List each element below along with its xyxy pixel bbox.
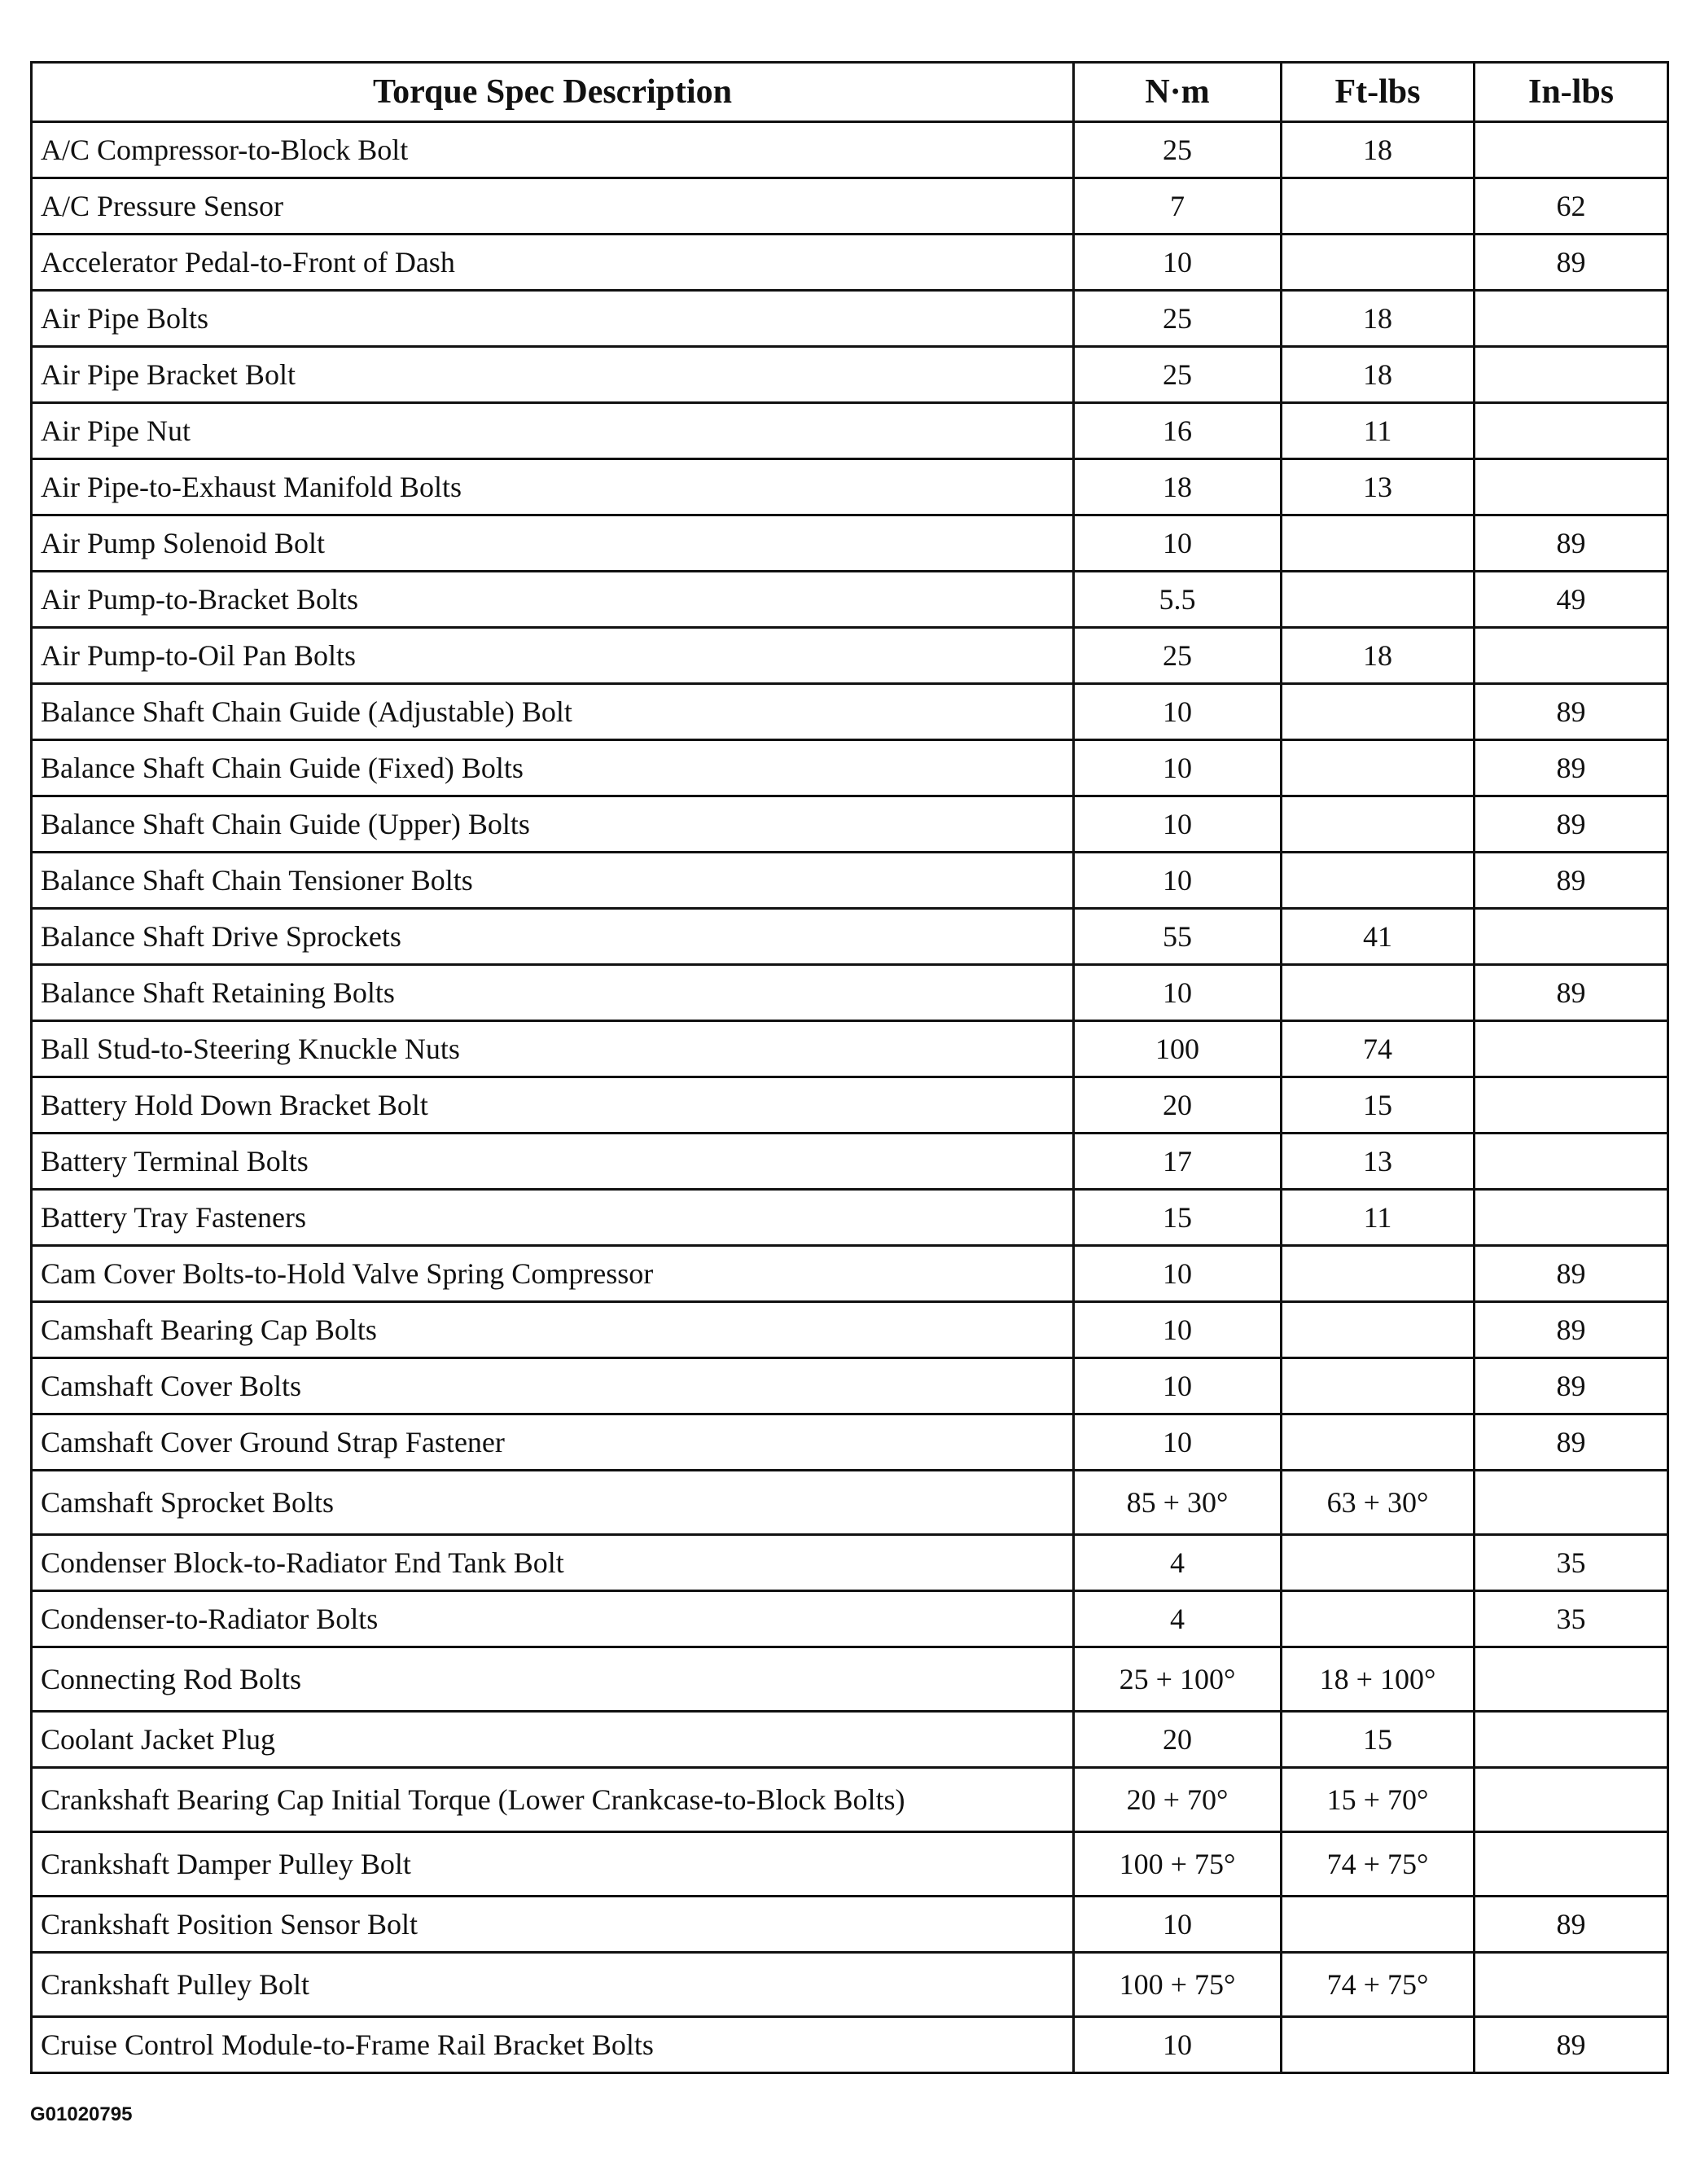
- cell-in-lbs: 89: [1475, 684, 1668, 740]
- table-row: [32, 796, 1668, 853]
- cell-in-lbs: 89: [1475, 1897, 1668, 1953]
- cell-description: Cruise Control Module-to-Frame Rail Bracket Bolts: [32, 2017, 1074, 2073]
- cell-ft-lbs: 11: [1282, 1190, 1475, 1246]
- cell-description: A/C Pressure Sensor: [32, 178, 1074, 235]
- cell-nm: 10: [1074, 740, 1282, 796]
- table-row: [32, 1535, 1668, 1591]
- cell-ft-lbs: [1282, 853, 1475, 909]
- table-row: [32, 572, 1668, 628]
- cell-in-lbs: [1475, 1021, 1668, 1077]
- cell-ft-lbs: 15 + 70°: [1282, 1768, 1475, 1832]
- cell-nm: 10: [1074, 853, 1282, 909]
- cell-in-lbs: [1475, 122, 1668, 178]
- cell-nm: 25 + 100°: [1074, 1647, 1282, 1712]
- cell-ft-lbs: 74 + 75°: [1282, 1832, 1475, 1897]
- cell-description: Crankshaft Pulley Bolt: [32, 1953, 1074, 2017]
- cell-description: Condenser Block-to-Radiator End Tank Bolt: [32, 1535, 1074, 1591]
- table-row: [32, 965, 1668, 1021]
- cell-in-lbs: 89: [1475, 1414, 1668, 1471]
- table-row: [32, 628, 1668, 684]
- cell-description: Balance Shaft Chain Guide (Adjustable) Bolt: [32, 684, 1074, 740]
- table-body: [32, 122, 1668, 2073]
- cell-in-lbs: 89: [1475, 1358, 1668, 1414]
- cell-description: Air Pump Solenoid Bolt: [32, 515, 1074, 572]
- cell-ft-lbs: [1282, 1358, 1475, 1414]
- cell-in-lbs: [1475, 1953, 1668, 2017]
- cell-ft-lbs: 15: [1282, 1712, 1475, 1768]
- cell-nm: 25: [1074, 628, 1282, 684]
- cell-in-lbs: 49: [1475, 572, 1668, 628]
- header-ft-lbs: Ft-lbs: [1282, 63, 1475, 122]
- cell-ft-lbs: 13: [1282, 459, 1475, 515]
- cell-nm: 10: [1074, 796, 1282, 853]
- cell-ft-lbs: [1282, 1414, 1475, 1471]
- table-row: [32, 1021, 1668, 1077]
- cell-in-lbs: [1475, 403, 1668, 459]
- cell-description: Balance Shaft Drive Sprockets: [32, 909, 1074, 965]
- cell-nm: 10: [1074, 1302, 1282, 1358]
- cell-description: Balance Shaft Chain Guide (Fixed) Bolts: [32, 740, 1074, 796]
- cell-ft-lbs: 18: [1282, 347, 1475, 403]
- cell-description: Accelerator Pedal-to-Front of Dash: [32, 235, 1074, 291]
- cell-in-lbs: 89: [1475, 515, 1668, 572]
- cell-nm: 20: [1074, 1712, 1282, 1768]
- cell-in-lbs: 89: [1475, 1302, 1668, 1358]
- cell-nm: 16: [1074, 403, 1282, 459]
- cell-description: Coolant Jacket Plug: [32, 1712, 1074, 1768]
- cell-ft-lbs: 13: [1282, 1134, 1475, 1190]
- table-row: [32, 403, 1668, 459]
- cell-in-lbs: [1475, 1471, 1668, 1535]
- cell-description: Battery Tray Fasteners: [32, 1190, 1074, 1246]
- table-row: [32, 459, 1668, 515]
- header-description: Torque Spec Description: [32, 63, 1074, 122]
- cell-description: Balance Shaft Chain Guide (Upper) Bolts: [32, 796, 1074, 853]
- cell-ft-lbs: [1282, 740, 1475, 796]
- cell-in-lbs: 62: [1475, 178, 1668, 235]
- cell-description: Camshaft Cover Ground Strap Fastener: [32, 1414, 1074, 1471]
- cell-in-lbs: [1475, 1077, 1668, 1134]
- cell-description: Ball Stud-to-Steering Knuckle Nuts: [32, 1021, 1074, 1077]
- cell-ft-lbs: 63 + 30°: [1282, 1471, 1475, 1535]
- cell-ft-lbs: [1282, 2017, 1475, 2073]
- table-row: [32, 1302, 1668, 1358]
- cell-ft-lbs: [1282, 1302, 1475, 1358]
- table-row: [32, 2017, 1668, 2073]
- cell-nm: 25: [1074, 291, 1282, 347]
- cell-ft-lbs: [1282, 1246, 1475, 1302]
- cell-ft-lbs: [1282, 1591, 1475, 1647]
- cell-ft-lbs: 41: [1282, 909, 1475, 965]
- cell-in-lbs: [1475, 1647, 1668, 1712]
- table-row: [32, 740, 1668, 796]
- cell-description: Crankshaft Damper Pulley Bolt: [32, 1832, 1074, 1897]
- cell-in-lbs: [1475, 291, 1668, 347]
- cell-nm: 20 + 70°: [1074, 1768, 1282, 1832]
- table-row: [32, 1897, 1668, 1953]
- table-row: [32, 1246, 1668, 1302]
- cell-ft-lbs: 18: [1282, 291, 1475, 347]
- table-row: [32, 1358, 1668, 1414]
- torque-spec-table: [30, 61, 1669, 2074]
- cell-nm: 100 + 75°: [1074, 1832, 1282, 1897]
- cell-ft-lbs: [1282, 965, 1475, 1021]
- cell-ft-lbs: 18: [1282, 122, 1475, 178]
- table-row: [32, 291, 1668, 347]
- cell-ft-lbs: 15: [1282, 1077, 1475, 1134]
- cell-nm: 10: [1074, 1246, 1282, 1302]
- cell-in-lbs: [1475, 1832, 1668, 1897]
- cell-in-lbs: [1475, 1134, 1668, 1190]
- cell-description: Crankshaft Position Sensor Bolt: [32, 1897, 1074, 1953]
- cell-ft-lbs: [1282, 684, 1475, 740]
- cell-nm: 100: [1074, 1021, 1282, 1077]
- cell-description: A/C Compressor-to-Block Bolt: [32, 122, 1074, 178]
- cell-description: Camshaft Sprocket Bolts: [32, 1471, 1074, 1535]
- cell-ft-lbs: [1282, 572, 1475, 628]
- cell-ft-lbs: [1282, 515, 1475, 572]
- cell-nm: 5.5: [1074, 572, 1282, 628]
- cell-nm: 10: [1074, 1414, 1282, 1471]
- cell-description: Battery Hold Down Bracket Bolt: [32, 1077, 1074, 1134]
- cell-ft-lbs: 74: [1282, 1021, 1475, 1077]
- table-row: [32, 122, 1668, 178]
- cell-ft-lbs: 11: [1282, 403, 1475, 459]
- cell-ft-lbs: [1282, 1897, 1475, 1953]
- cell-nm: 10: [1074, 2017, 1282, 2073]
- table-row: [32, 1591, 1668, 1647]
- cell-in-lbs: 89: [1475, 853, 1668, 909]
- table-row: [32, 235, 1668, 291]
- table-row: [32, 909, 1668, 965]
- table-row: [32, 515, 1668, 572]
- table-header-row: [32, 63, 1668, 122]
- cell-in-lbs: [1475, 1712, 1668, 1768]
- table-row: [32, 1832, 1668, 1897]
- cell-description: Crankshaft Bearing Cap Initial Torque (Lower Crankcase-to-Block Bolts): [32, 1768, 1074, 1832]
- table-row: [32, 1647, 1668, 1712]
- cell-nm: 100 + 75°: [1074, 1953, 1282, 2017]
- cell-in-lbs: 89: [1475, 235, 1668, 291]
- table-row: [32, 1134, 1668, 1190]
- table-row: [32, 178, 1668, 235]
- cell-ft-lbs: [1282, 796, 1475, 853]
- table-row: [32, 1190, 1668, 1246]
- header-in-lbs: In-lbs: [1475, 63, 1668, 122]
- cell-in-lbs: [1475, 909, 1668, 965]
- cell-ft-lbs: [1282, 178, 1475, 235]
- cell-nm: 18: [1074, 459, 1282, 515]
- cell-in-lbs: [1475, 1190, 1668, 1246]
- cell-nm: 20: [1074, 1077, 1282, 1134]
- cell-ft-lbs: [1282, 235, 1475, 291]
- cell-description: Air Pipe Bolts: [32, 291, 1074, 347]
- table-row: [32, 1712, 1668, 1768]
- cell-ft-lbs: 18 + 100°: [1282, 1647, 1475, 1712]
- cell-description: Air Pump-to-Bracket Bolts: [32, 572, 1074, 628]
- cell-in-lbs: 89: [1475, 1246, 1668, 1302]
- cell-nm: 25: [1074, 347, 1282, 403]
- cell-ft-lbs: 74 + 75°: [1282, 1953, 1475, 2017]
- cell-nm: 85 + 30°: [1074, 1471, 1282, 1535]
- cell-ft-lbs: [1282, 1535, 1475, 1591]
- cell-nm: 10: [1074, 235, 1282, 291]
- cell-nm: 7: [1074, 178, 1282, 235]
- header-nm: N·m: [1074, 63, 1282, 122]
- cell-nm: 10: [1074, 684, 1282, 740]
- cell-description: Air Pipe-to-Exhaust Manifold Bolts: [32, 459, 1074, 515]
- cell-nm: 10: [1074, 1358, 1282, 1414]
- cell-nm: 4: [1074, 1535, 1282, 1591]
- cell-description: Camshaft Bearing Cap Bolts: [32, 1302, 1074, 1358]
- cell-in-lbs: 89: [1475, 740, 1668, 796]
- cell-nm: 10: [1074, 1897, 1282, 1953]
- cell-nm: 25: [1074, 122, 1282, 178]
- table-row: [32, 1414, 1668, 1471]
- cell-ft-lbs: 18: [1282, 628, 1475, 684]
- cell-description: Air Pipe Nut: [32, 403, 1074, 459]
- table-row: [32, 1471, 1668, 1535]
- figure-id-label: G01020795: [30, 2103, 133, 2125]
- cell-description: Camshaft Cover Bolts: [32, 1358, 1074, 1414]
- cell-description: Balance Shaft Retaining Bolts: [32, 965, 1074, 1021]
- cell-nm: 17: [1074, 1134, 1282, 1190]
- cell-nm: 15: [1074, 1190, 1282, 1246]
- cell-in-lbs: 89: [1475, 2017, 1668, 2073]
- cell-nm: 4: [1074, 1591, 1282, 1647]
- cell-description: Battery Terminal Bolts: [32, 1134, 1074, 1190]
- cell-description: Connecting Rod Bolts: [32, 1647, 1074, 1712]
- cell-in-lbs: [1475, 459, 1668, 515]
- table-row: [32, 1953, 1668, 2017]
- cell-in-lbs: 35: [1475, 1535, 1668, 1591]
- cell-in-lbs: 89: [1475, 965, 1668, 1021]
- cell-description: Condenser-to-Radiator Bolts: [32, 1591, 1074, 1647]
- cell-in-lbs: [1475, 347, 1668, 403]
- cell-description: Cam Cover Bolts-to-Hold Valve Spring Compressor: [32, 1246, 1074, 1302]
- table-row: [32, 347, 1668, 403]
- cell-in-lbs: [1475, 628, 1668, 684]
- table-row: [32, 1768, 1668, 1832]
- cell-nm: 10: [1074, 965, 1282, 1021]
- cell-description: Air Pipe Bracket Bolt: [32, 347, 1074, 403]
- cell-in-lbs: [1475, 1768, 1668, 1832]
- cell-description: Balance Shaft Chain Tensioner Bolts: [32, 853, 1074, 909]
- table-row: [32, 684, 1668, 740]
- table-row: [32, 853, 1668, 909]
- cell-in-lbs: 89: [1475, 796, 1668, 853]
- cell-nm: 10: [1074, 515, 1282, 572]
- cell-in-lbs: 35: [1475, 1591, 1668, 1647]
- cell-description: Air Pump-to-Oil Pan Bolts: [32, 628, 1074, 684]
- table-row: [32, 1077, 1668, 1134]
- cell-nm: 55: [1074, 909, 1282, 965]
